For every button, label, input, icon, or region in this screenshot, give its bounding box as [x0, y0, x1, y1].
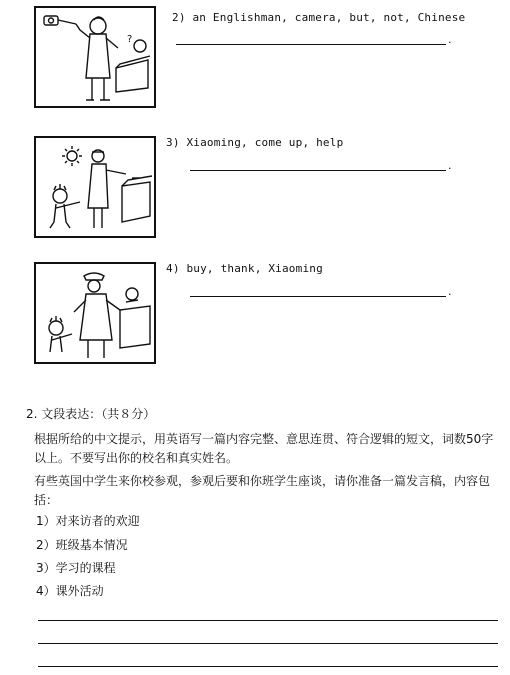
answer-end-3: . [448, 159, 452, 172]
picture-panel-2 [34, 6, 156, 108]
writing-line-3[interactable] [38, 666, 498, 667]
content-point-1: 1）对来访者的欢迎 [36, 514, 140, 528]
answer-end-2: . [448, 33, 452, 46]
prompt-3: 3) Xiaoming, come up, help [166, 136, 344, 149]
writing-line-1[interactable] [38, 620, 498, 621]
svg-text:?: ? [127, 34, 133, 45]
xiaoming-helping-illustration [36, 138, 154, 236]
content-point-3: 3）学习的课程 [36, 561, 116, 575]
englishman-camera-illustration [36, 8, 154, 106]
buy-thank-illustration [36, 264, 154, 362]
answer-end-4: . [448, 285, 452, 298]
content-point-4: 4）课外活动 [36, 584, 104, 598]
writing-line-2[interactable] [38, 643, 498, 644]
section-heading: 2. 文段表达：（共８分） [26, 407, 156, 421]
answer-line-4[interactable] [190, 296, 446, 297]
prompt-4: 4) buy, thank, Xiaoming [166, 262, 323, 275]
prompt-2: 2) an Englishman, camera, but, not, Chinese [172, 11, 466, 24]
scenario-paragraph: 有些英国中学生来你校参观，参观后要和你班学生座谈，请你准备一篇发言稿，内容包括： [34, 474, 491, 507]
instruction-paragraph: 根据所给的中文提示，用英语写一篇内容完整、意思连贯、符合逻辑的短文，词数50字以上。不要写出你的校名和真实姓名。 [34, 432, 494, 465]
picture-panel-4 [34, 262, 156, 364]
answer-line-2[interactable] [176, 44, 446, 45]
content-point-2: 2）班级基本情况 [36, 538, 128, 552]
picture-panel-3 [34, 136, 156, 238]
answer-line-3[interactable] [190, 170, 446, 171]
